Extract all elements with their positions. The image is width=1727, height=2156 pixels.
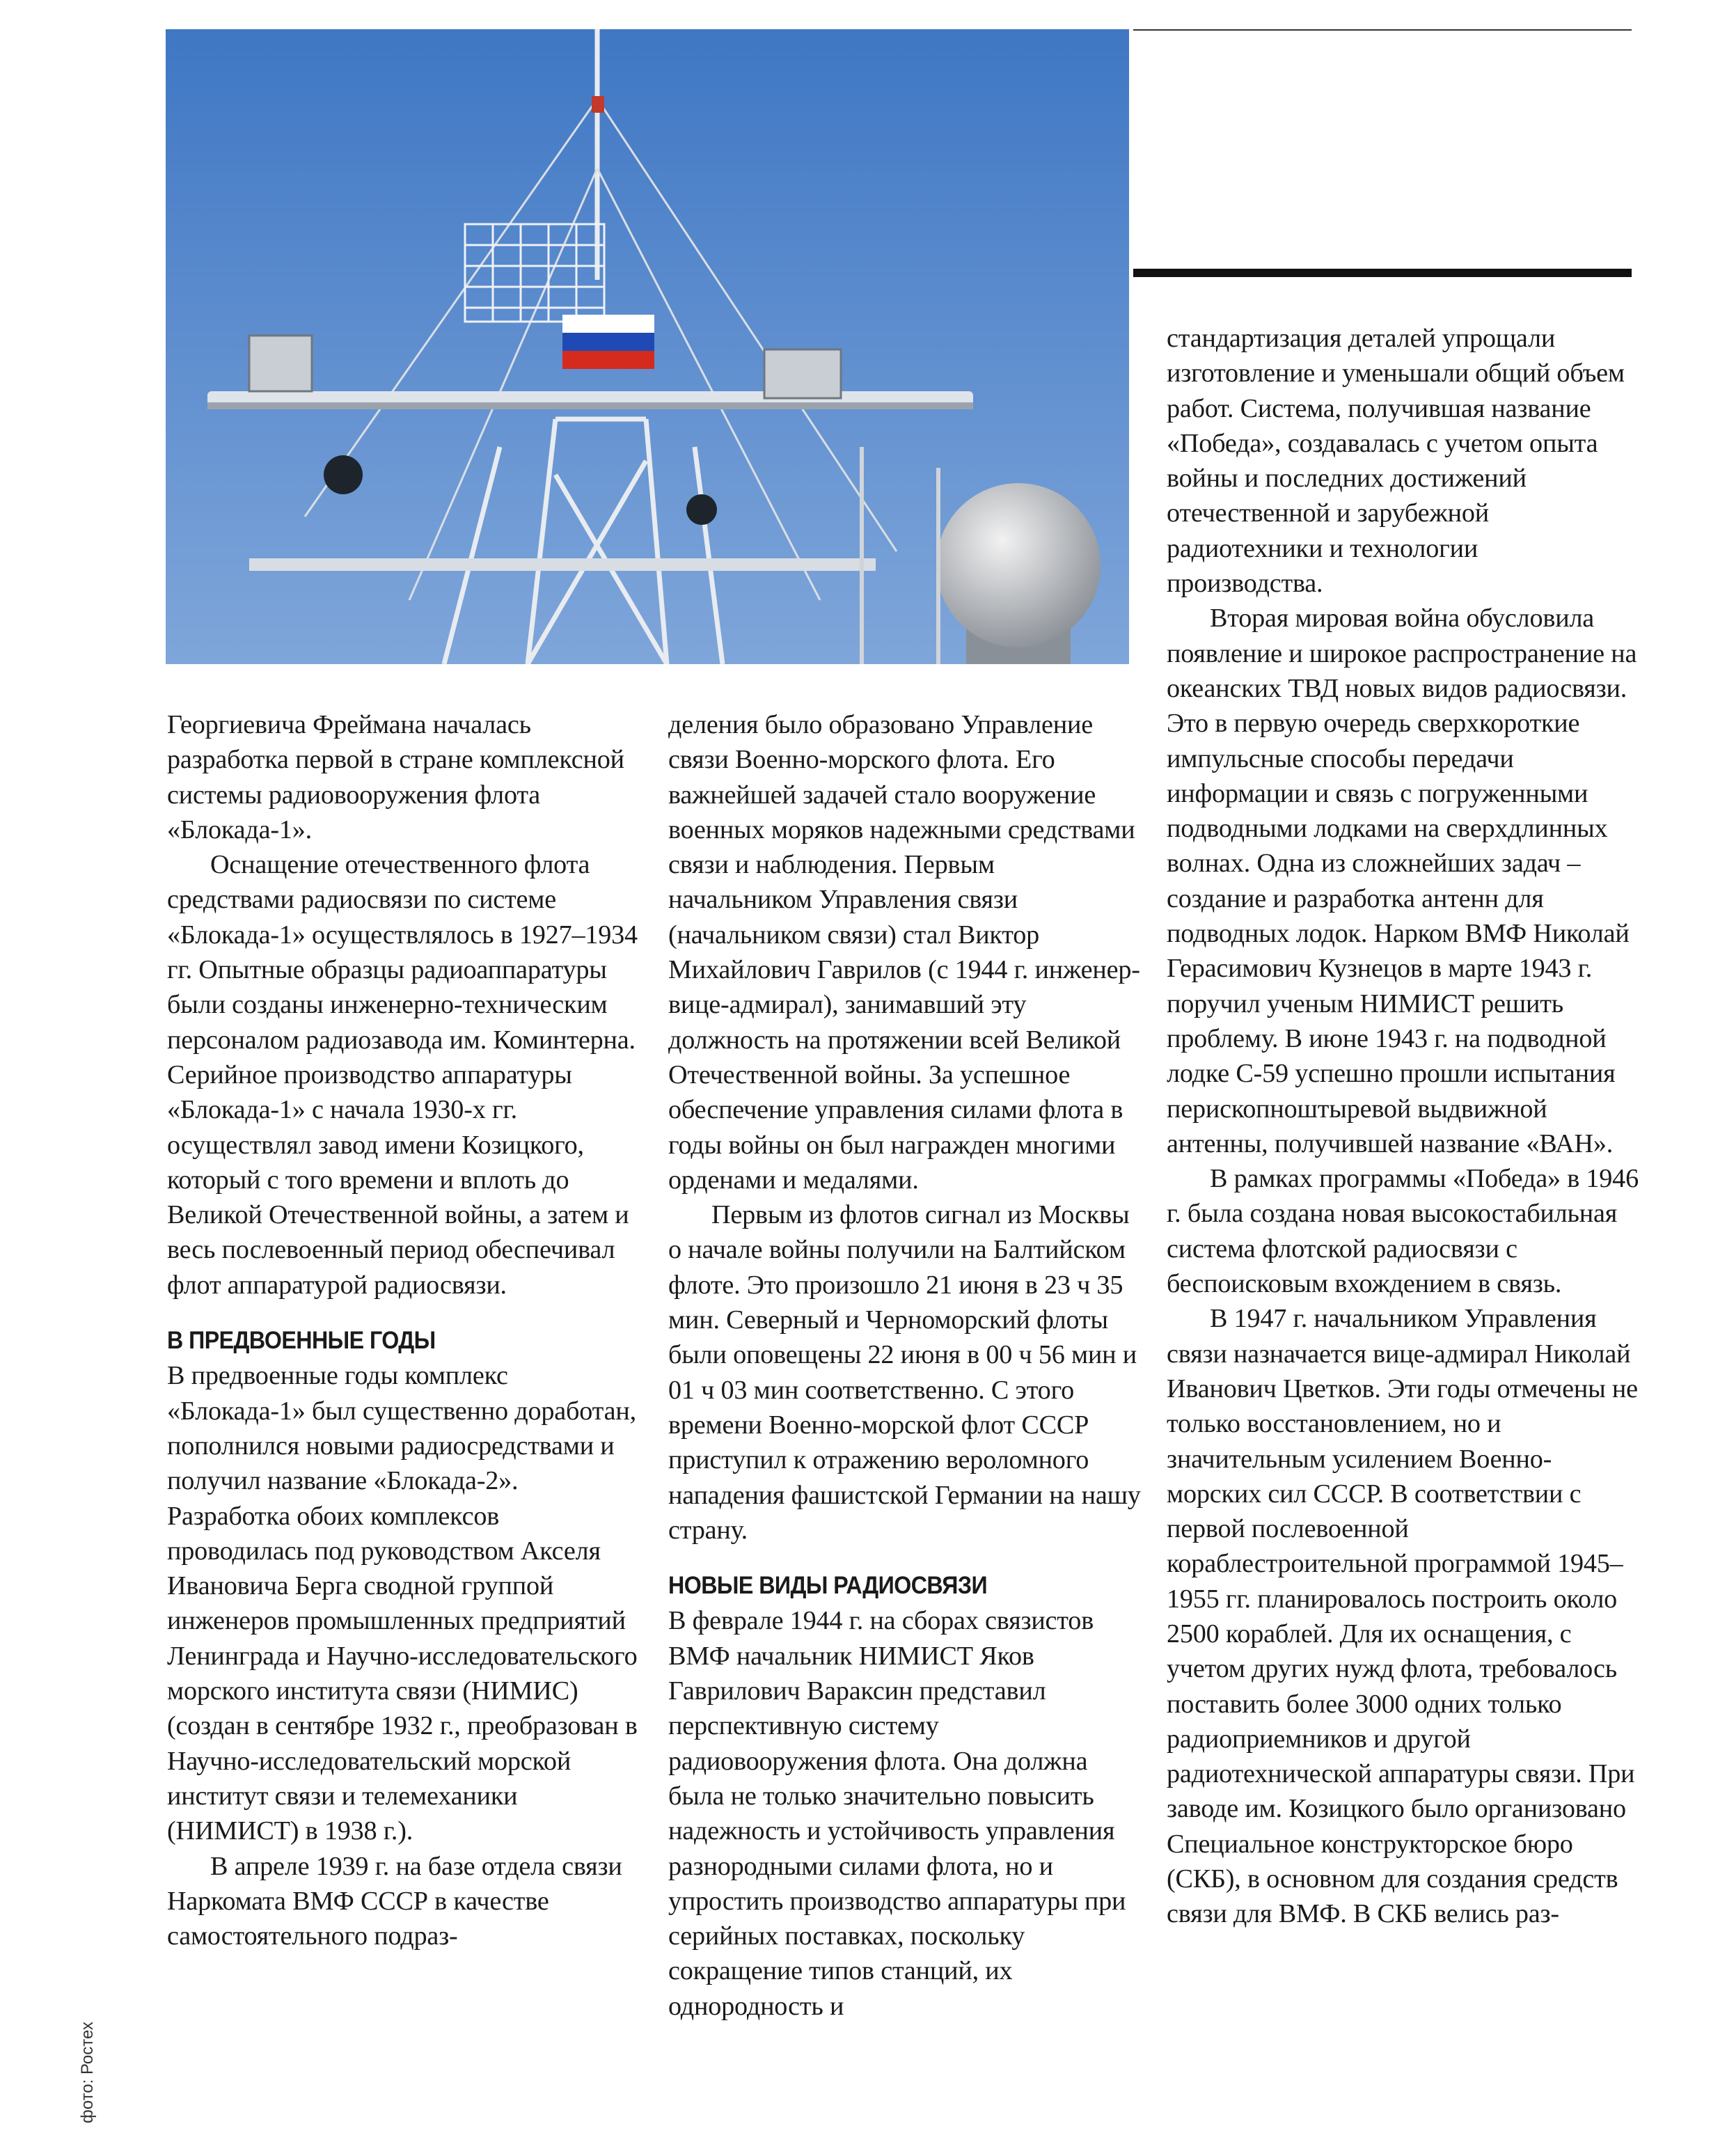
column-2: [668, 707, 1142, 2024]
paragraph: В апреле 1939 г. на базе отдела связи Наркомата ВМФ СССР в качестве самостоятельного подраз-: [167, 1851, 622, 1951]
section-heading: НОВЫЕ ВИДЫ РАДИОСВЯЗИ: [668, 1572, 988, 1600]
lamp-right: [686, 494, 717, 525]
paragraph: Первым из флотов сигнал из Москвы о начале войны получили на Балтийском флоте. Это произошло 21 июня в 23 ч 35 мин. Северный и Черноморский флоты были оповещены 22 июня в 00 ч 56 мин и 01 ч 03 мин соответственно. С этого времени Военно-морской флот СССР приступил к отражению вероломного нападения фашистской Германии на нашу страну.: [668, 1200, 1141, 1545]
photo-credit: фото: Ростех: [78, 2022, 97, 2123]
mast-beacon: [592, 96, 604, 113]
paragraph: деления было образовано Управление связи Военно-морского флота. Его важнейшей задачей стало вооружение военных моряков надежными средствами связи и наблюдения. Первым начальником Управления связи (начальником связи) стал Виктор Михайлович Гаврилов (с 1944 г. инженер-вице-адмирал), занимавший эту должность на протяжении всей Великой Отечественной войны. За успешное обеспечение управления силами флота в годы войны он был награжден многими орденами и медалями.: [668, 710, 1140, 1195]
paragraph: В феврале 1944 г. на сборах связистов ВМФ начальник НИМИСТ Яков Гаврилович Вараксин представил перспективную систему радиовооружения флота. Она должна была не только значительно повысить надежность и устойчивость управления разнородными силами флота, но и упростить производство аппаратуры при серийных поставках, поскольку сокращение типов станций, их однородность и: [668, 1606, 1126, 2021]
paragraph: В предвоенные годы комплекс «Блокада-1» был существенно доработан, пополнился новыми радиосредствами и получил название «Блокада-2». Разработка обоих комплексов проводилась под руководством Акселя Ивановича Берга сводной группой инженеров промышленных предприятий Ленинграда и Научно-исследовательского морского института связи (НИМИС) (создан в сентябре 1932 г., преобразован в Научно-исследовательский морской институт связи и телемеханики (НИМИСТ) в 1938 г.).: [167, 1361, 638, 1846]
russian-flag: [562, 315, 654, 369]
ship-mast-photo: [166, 29, 1129, 664]
paragraph: Оснащение отечественного флота средствами радиосвязи по системе «Блокада-1» осуществлялось в 1927–1934 гг. Опытные образцы радиоаппаратуры были созданы инженерно-техническим персоналом радиозавода им. Коминтерна. Серийное производство аппаратуры «Блокада-1» с начала 1930-х гг. осуществлял завод имени Козицкого, который с того времени и вплоть до Великой Отечественной войны, а затем и весь послевоенный период обеспечивал флот аппаратурой радиосвязи.: [167, 850, 638, 1300]
paragraph: В 1947 г. начальником Управления связи назначается вице-адмирал Николай Иванович Цветков. Эти годы отмечены не только восстановлением, но и значительным усилением Военно-морских сил СССР. В соответствии с первой послевоенной кораблестроительной программой 1945–1955 гг. планировалось построить около 2500 кораблей. Для их оснащения, с учетом других нужд флота, требовалось поставить более 3000 одних только радиоприемников и другой радиотехнической аппаратуры связи. При заводе им. Козицкого было организовано Специальное конструкторское бюро (СКБ), в основном для создания средств связи для ВМФ. В СКБ велись раз-: [1167, 1304, 1638, 1929]
paragraph: Вторая мировая война обусловила появление и широкое распространение на океанских ТВД новых видов радиосвязи. Это в первую очередь сверхкороткие импульсные способы передачи информации и связь с погруженными подводными лодками на сверхдлинных волнах. Одна из сложнейших задач – создание и разработка антенн для подводных лодок. Нарком ВМФ Николай Герасимович Кузнецов в марте 1943 г. поручил ученым НИМИСТ решить проблему. В июне 1943 г. на подводной лодке С-59 успешно прошли испытания перископноштыревой выдвижной антенны, получившей название «ВАН».: [1167, 604, 1637, 1158]
paragraph: Георгиевича Фреймана началась разработка первой в стране комплексной системы радиовооружения флота «Блокада-1».: [167, 710, 624, 844]
section-bar: [1133, 269, 1632, 277]
section-heading: В ПРЕДВОЕННЫЕ ГОДЫ: [167, 1327, 436, 1355]
paragraph: В рамках программы «Победа» в 1946 г. была создана новая высокостабильная система флотской радиосвязи с беспоисковым вхождением в связь.: [1167, 1164, 1639, 1299]
lamp-left: [324, 455, 363, 494]
column-1: [167, 707, 640, 1953]
top-rule: [1133, 29, 1632, 31]
paragraph: стандартизация деталей упрощали изготовление и уменьшали общий объем работ. Система, получившая название «Победа», создавалась с учетом опыта войны и последних достижений отечественной и зарубежной радиотехники и технологии производства.: [1167, 324, 1625, 599]
column-3: [1167, 321, 1640, 1932]
